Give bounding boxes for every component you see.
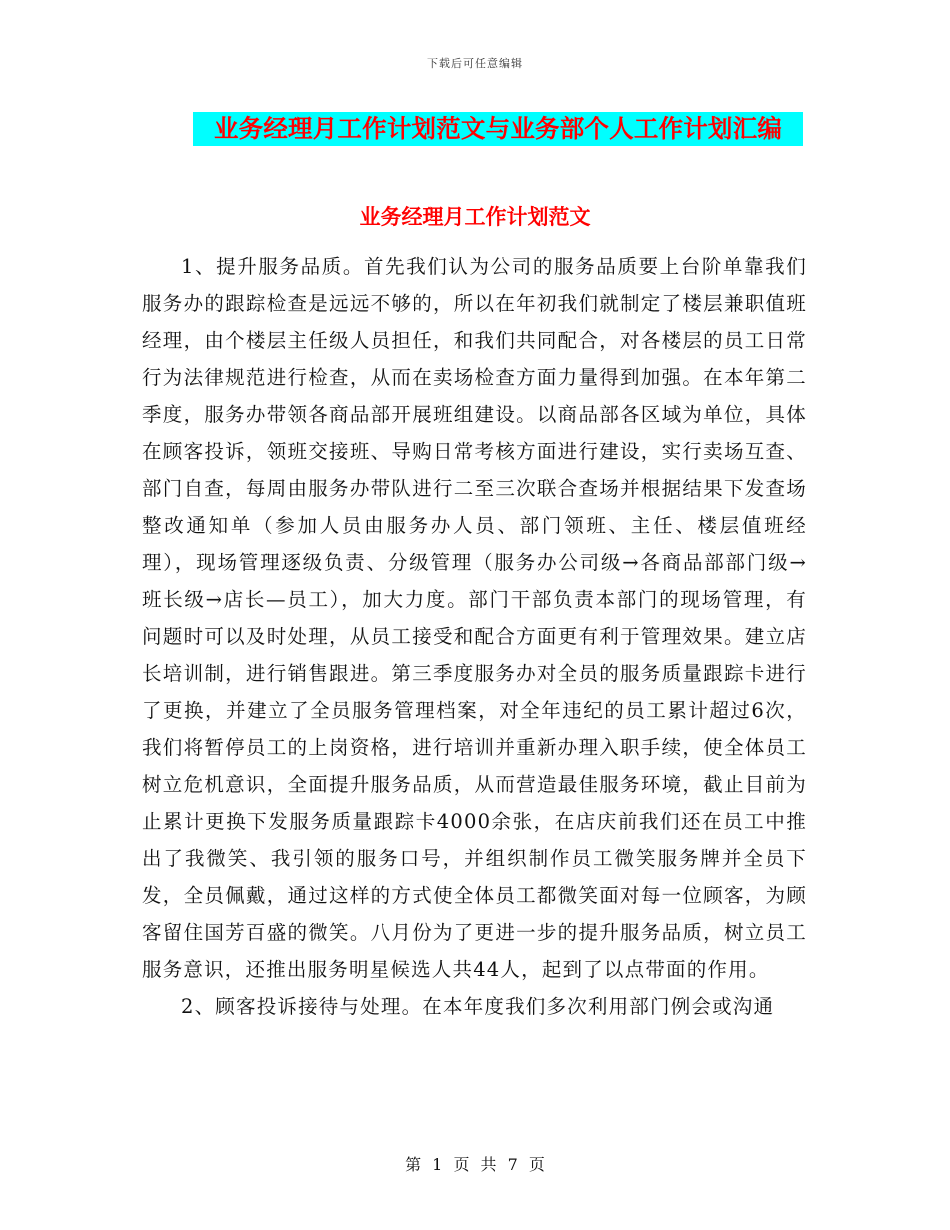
title-highlight bbox=[193, 112, 803, 146]
page-footer: 第 1 页 共 7 页 bbox=[405, 1155, 545, 1174]
paragraph-2: 2、顾客投诉接待与处理。在本年度我们多次利用部门例会或沟通 bbox=[181, 995, 775, 1018]
section-title: 业务经理月工作计划范文 bbox=[359, 205, 591, 229]
document-title: 业务经理月工作计划范文与业务部个人工作计划汇编 bbox=[213, 114, 783, 143]
paragraph-1: 1、提升服务品质。首先我们认为公司的服务品质要上台阶单靠我们服务办的跟踪检查是远远不够的，所以在年初我们就制定了楼层兼职值班经理，由个楼层主任级人员担任，和我们共同配合，对各楼层的员工日常行为法律规范进行检查，从而在卖场检查方面力量得到加强。在本年第二季度，服务办带领各商品部开展班组建设。以商品部各区域为单位，具体在顾客投诉，领班交接班、导购日常考核方面进行建设，实行卖场互查、部门自查，每周由服务办带队进行二至三次联合查场并根据结果下发查场整改通知单（参加人员由服务办人员、部门领班、主任、楼层值班经理），现场管理逐级负责、分级管理（服务办公司级→各商品部部门级→班长级→店长—员工），加大力度。部门干部负责本部门的现场管理，有问题时可以及时处理，从员工接受和配合方面更有利于管理效果。建立店长培训制，进行销售跟进。第三季度服务办对全员的服务质量跟踪卡进行了更换，并建立了全员服务管理档案，对全年违纪的员工累计超过6次，我们将暂停员工的上岗资格，进行培训并重新办理入职手续，使全体员工树立危机意识，全面提升服务品质，从而营造最佳服务环境，截止目前为止累计更换下发服务质量跟踪卡4000余张，在店庆前我们还在员工中推出了我微笑、我引领的服务口号，并组织制作员工微笑服务牌并全员下发，全员佩戴，通过这样的方式使全体员工都微笑面对每一位顾客，为顾客留住国芳百盛的微笑。八月份为了更进一步的提升服务品质，树立员工服务意识，还推出服务明星候选人共44人，起到了以点带面的作用。 bbox=[142, 255, 807, 981]
header-note: 下载后可任意编辑 bbox=[427, 57, 523, 70]
document-body bbox=[142, 248, 807, 1025]
